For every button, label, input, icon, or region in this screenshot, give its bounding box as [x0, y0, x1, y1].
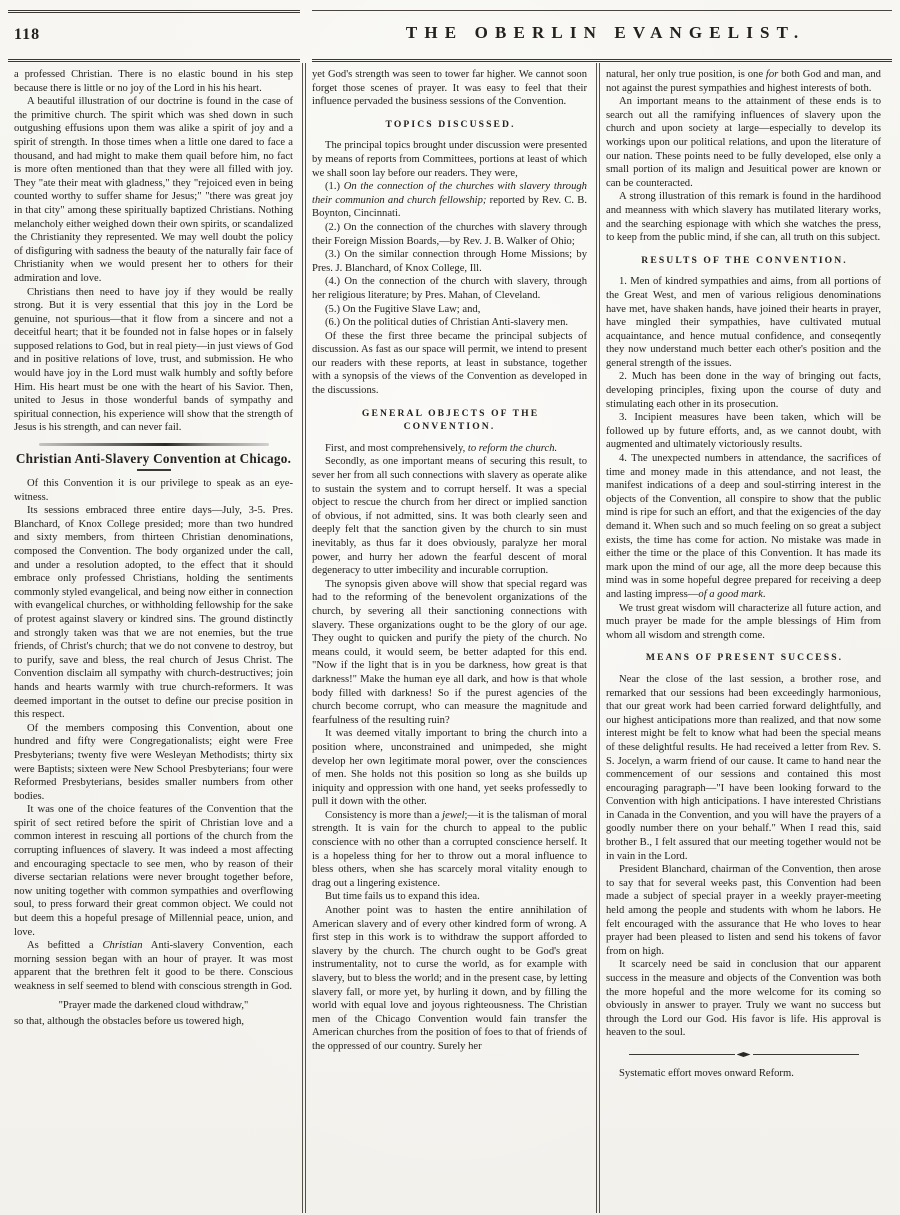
paragraph: But time fails us to expand this idea.: [325, 891, 480, 903]
article-title: Christian Anti-Slavery Convention at Chicago.: [15, 451, 292, 467]
paragraph: It scarcely need be said in conclusion that our apparent success in the measure and objects of the Convention was both the more hopeful and the more welcome for its coming so obviously in answer to prayer. Truly we want no success but through the Lord our God. His favor is life. His approval is heaven to the soul.: [606, 959, 881, 1039]
paragraph: 2. Much has been done in the way of bringing out facts, developing principles, fixing upon the course of duty and stimulating each other in its prosecution.: [606, 371, 881, 410]
masthead: [8, 10, 892, 62]
section-heading: RESULTS OF THE CONVENTION.: [641, 254, 848, 266]
paragraph: (1.) On the connection of the churches with slavery through their communion and church fellowship; reported by Rev. C. B. Boynton, Cincinnati.: [312, 181, 587, 220]
paragraph: An important means to the attainment of these ends is to search out all the ramifying influences of slavery upon the church and upon society at large—especially to develop its workings upon our political relations, and upon the literature of our nation. These points need to be fully developed, else only a small portion of its malign and Jesuitical power are known or can be counteracted.: [606, 96, 881, 189]
paragraph: Christians then need to have joy if they would be really strong. But it is very essential that this joy in the Lord be genuine, not spurious—that it flow from a sincere and not a deceitful heart; that it be founded not in false hopes or in falsely supposed relations to God, but in real piety—in just views of God and in positive relations of love, trust, and submission. He who would have joy in the Lord must walk humbly and softly before Him. His heart must be one with the heart of his Savior. Then, united to Jesus in those wonderful bands of sympathy and spiritual connection, his experience will show that the strength of Jesus is his strength, and can never fail.: [14, 286, 293, 434]
paragraph: The principal topics brought under discussion were presented by means of reports from Committees, portions at least of which we shall soon lay before our readers. They were,: [312, 140, 587, 179]
paragraph: Consistency is more than a jewel;—it is the talisman of moral strength. It is vain for the church to appeal to the public conscience with no other than a corrupted conscience herself. It is a hopeless thing for her to throw out a moral influence to bless others, when she has scarcely moral vitality enough to drag out a lingering existence.: [312, 809, 587, 889]
paragraph: Systematic effort moves onward Reform.: [619, 1067, 794, 1079]
paragraph: (2.) On the connection of the churches with slavery through their Foreign Mission Boards,—by Rev. J. B. Walker of Ohio;: [312, 221, 587, 247]
paragraph: First, and most comprehensively, to reform the church.: [325, 442, 558, 454]
paragraph: Its sessions embraced three entire days—July, 3-5. Pres. Blanchard, of Knox College presided; more than two hundred and sixty members, from thirteen Christian denominations, composed the Convention. The body organized under the call, and under a resolution adopted, to the effect that it should embrace only professed Christians, holding the sentiments commonly styled evangelical, and being now either in connection with evangelical churches, or withholding fellowship for the sake of protest against slavery or kindred sins. The ground distinctly and strongly taken was that we are not enemies, but the true friends, of Christ's church; that we do not convene to destroy, but to purify, save and bless, the real church of Jesus Christ. The Convention disclaim all sympathy with church-destructives; join hands and hearts warmly with true church-reformers. It was deemed important in the outset to define our precise position in this respect.: [14, 505, 293, 721]
divider-rule: [39, 443, 269, 446]
paragraph: Another point was to hasten the entire annihilation of American slavery and of every other kindred form of wrong. A first step in this work is to withdraw the support afforded to slavery by the church. The church ought to be God's great instrumentality, not to curse the world, as for example with slavery, but to bless the world; and in the present case, by letting slavery fall, or more yet, by hurling it down, and by filling the world with equal love and joyous righteousness. The Christian men of the Chicago Convention would fain transfer the American churches from the position of foes to that of friends of the oppressed of our country. Surely her: [312, 905, 587, 1052]
page-number: 118: [14, 26, 41, 43]
paragraph: A beautiful illustration of our doctrine is found in the case of the primitive church. The spirit which was shed down in such outgushing effusions upon them was alike a spirit of joy and a spirit of strength. In those times when a little one dared to face a thousand, and had might to make them quail before him, no fact is more often mentioned than that they were all filled with joy. They "ate their meat with gladness," they "rejoiced even in being counted worthy to suffer shame for Jesus;" "there was great joy in that city" among these spiritually baptized Christians. Nothing melancholy either weighed down their own spirits, or scandalized the Christianity they represented. We may well doubt the policy of disfiguring with sadness the beauty of the naturally fair face of Christianity when we would present her to others for their admiration and love.: [14, 96, 293, 284]
paragraph: As befitted a Christian Anti-slavery Convention, each morning session began with an hour of prayer. It was most apparent that the brethren felt it good to be there. Conscious weakness in self seemed to blend with conscious strength in God.: [14, 940, 293, 992]
paragraph: Of this Convention it is our privilege to speak as an eye-witness.: [14, 478, 293, 503]
column-layout: [8, 63, 892, 1213]
column-middle: [302, 63, 596, 1213]
paragraph: A strong illustration of this remark is found in the hardihood and meanness with which slavery has mutilated literary works, and the searching espionage with which she watches the press, to keep from the public mind, if she can, all truth on this subject.: [606, 191, 881, 244]
end-divider-rule: [629, 1052, 859, 1057]
diamond-ornament-icon: [737, 1052, 751, 1057]
paragraph: so that, although the obstacles before us towered high,: [14, 1016, 245, 1028]
paragraph: Near the close of the last session, a brother rose, and remarked that our sessions had been exceedingly harmonious, that our great work had been carried forward delightfully, and our highest anticipations more than realized, and that now some interest might be felt to know what had been the special means of these delightful results. He had received a letter from Rev. S. S. Jocelyn, a warm friend of our cause. It came to hand near the commencement of our sessions and contained this most encouraging paragraph—"I have been looking forward to the Convention with high anticipations. I have interested Christians in Canada in the Convention, and you will have the prayers of a goodly number there on your behalf." When I read this, said brother B., I felt assured that our meeting together would not be in vain in the Lord.: [606, 673, 881, 862]
paragraph: (6.) On the political duties of Christian Anti-slavery men.: [325, 317, 569, 329]
paragraph: 4. The unexpected numbers in attendance, the sacrifices of time and money made in this attendance, and not least, the manifest indications of a deep and soul-stirring interest in the objects of the Convention, all conspire to show that the public mind is ripe for such an effort, and that the exigencies of the day demand it. When such and so much feeling on so great a subject exists, the time has come for action. No mistake was made in either the time or the place of this Convention. It has made its mark upon the mind of our age, all the more deep because this mind was in some hopeful degree prepared for receiving a deep and lasting impress—of a good mark.: [606, 453, 881, 600]
section-heading: GENERAL OBJECTS OF THE CONVENTION.: [361, 407, 540, 433]
paragraph: Of the members composing this Convention, about one hundred and fifty were Congregationalists; eight were Free Presbyterians; twenty five were Wesleyan Methodists; thirty six were Baptists; sixteen were New School Presbyterians; four were Reformed Presbyterians, besides smaller numbers from other bodies.: [14, 722, 293, 802]
paragraph: President Blanchard, chairman of the Convention, then arose to say that for several weeks past, this Convention had been made a subject of special prayer in a weekly prayer-meeting held among the people and students with whom he labors. He felt encouraged with the assurance that He who loves to hear prayer had been pleased to listen and send his tokens of favor from on high.: [606, 864, 881, 957]
masthead-left-rule-box: [8, 10, 300, 62]
column-right: [596, 63, 890, 1213]
masthead-title-box: [312, 10, 892, 62]
newspaper-title: THE OBERLIN EVANGELIST.: [405, 23, 806, 42]
divider-rule: [137, 469, 171, 471]
paragraph: (3.) On the similar connection through Home Missions; by Pres. J. Blanchard, of Knox College, Ill.: [312, 249, 587, 274]
paragraph: We trust great wisdom will characterize all future action, and much prayer be made for the ample blessings of Him from whom all wisdom and strength come.: [606, 602, 881, 641]
paragraph: 3. Incipient measures have been taken, which will be followed up by future efforts, and, as we cannot doubt, with augmented and ultimately victoriously results.: [606, 412, 881, 451]
paragraph: yet God's strength was seen to tower far higher. We cannot soon forget those scenes of prayer. It was easy to feel that their influence pervaded the business sessions of the Convention.: [312, 69, 587, 108]
paragraph: (4.) On the connection of the church with slavery, through her religious literature; by Pres. Mahan, of Cleveland.: [312, 276, 587, 301]
paragraph: a professed Christian. There is no elastic bound in his step because there is little or no joy of the Lord in his his heart.: [14, 69, 293, 94]
paragraph: It was one of the choice features of the Convention that the spirit of sect retired before the spirit of Christian love and a common interest in rescuing all portions of the church from the corrupting influences of slavery. It was indeed a most affecting and encouraging spectacle to see men, who by reason of their diverse sectarian relations were never brought together before, now uniting together with common sympathies and overflowing soul, to press forward their great common object. We could not but deem this a hopeful presage of Millennial peace, union, and love.: [14, 804, 293, 938]
paragraph: It was deemed vitally important to bring the church into a position where, unconstrained and unimpeded, she might develop her own legitimate moral power, over the consciences of men. She holds not this position so long as she builds up iniquity and oppression with one hand, yet seeks professedly to pull it down with the other.: [312, 728, 587, 808]
paragraph: 1. Men of kindred sympathies and aims, from all portions of the Great West, and men of various religious denominations have met, have shaken hands, have joined their hearts in prayer, have mingled their sympathies, have cultivated mutual acquaintance, and hence mutual confidence, and conseqently they now understand much better each other's position and the general strength of the issues.: [606, 276, 881, 369]
paragraph: natural, her only true position, is one for both God and man, and not against the purest sympathies and highest interests of both.: [606, 69, 881, 94]
quote-line: "Prayer made the darkened cloud withdraw,": [58, 999, 249, 1011]
paragraph: Of these the first three became the principal subjects of discussion. As fast as our space will permit, we intend to present our readers with these reports, at least in substance, together with a synopsis of the views of the Convention as developed in the discussions.: [312, 330, 587, 397]
paragraph: Secondly, as one important means of securing this result, to sever her from all such connections with slavery as operate alike to sustain the system and to corrupt herself. It was a special object to rescue the church from her direct or implied sanction of obvious, if not admitted, sins. It was both clearly seen and deeply felt that the sanction given by the church to sin must inevitably, as thus far it does obviously, paralyze her moral power, and hurry her adown the fearful descent of moral degeneracy to utter imbecility and incurable corruption.: [312, 456, 587, 577]
section-heading: TOPICS DISCUSSED.: [385, 118, 516, 130]
column-left: [8, 63, 302, 1213]
paragraph: (5.) On the Fugitive Slave Law; and,: [325, 303, 481, 315]
paragraph: The synopsis given above will show that special regard was had to the reforming of the benevolent organizations of the church, by severing all their sanctioning connections with slavery. These organizations ought to be the glory of our age. They ought to quicken and purify the piety of the church. No means could, it would seem, be better adapted for this end. "Now if the light that is in you be darkness, how great is that darkness!" Make the human eye all dark, and how is that whole body filled with darkness! So if the purest agencies of the church become corrupt, who can measure the magnitude and fearfulness of the resulting ruin?: [312, 578, 587, 726]
section-heading: MEANS OF PRESENT SUCCESS.: [645, 652, 844, 664]
